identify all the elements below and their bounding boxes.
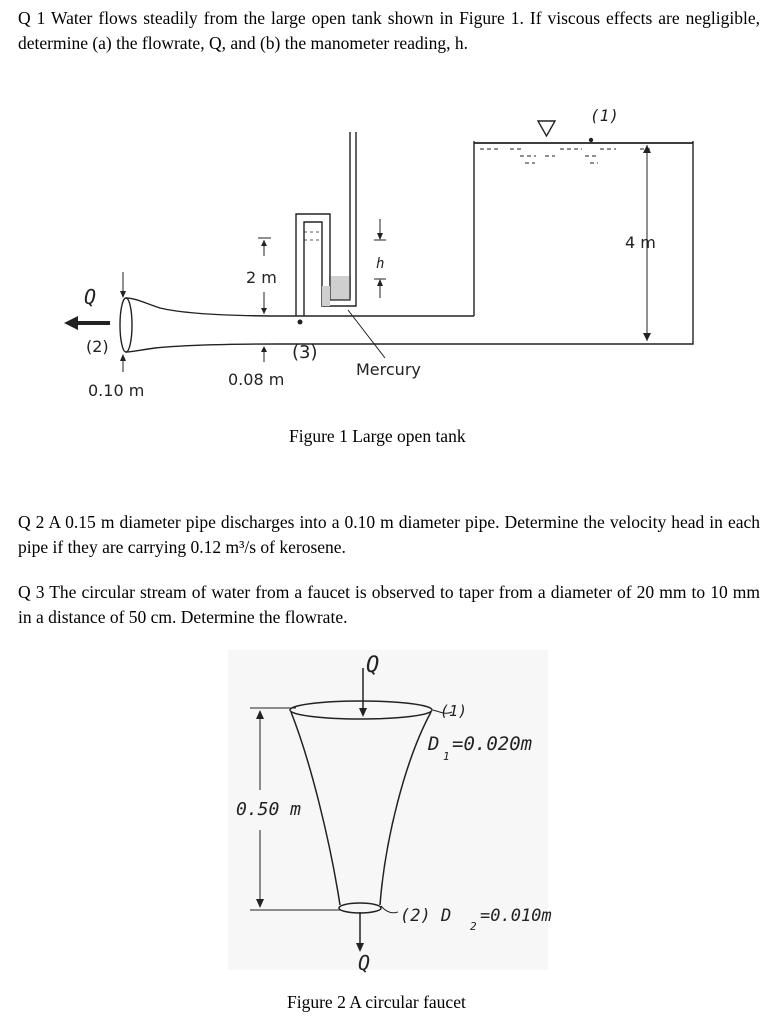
length-label: 0.50 m (236, 799, 302, 820)
question-3-text: Q 3 The circular stream of water from a faucet is observed to taper from a diameter of 20 mm to 10 mm in a distance of 50 cm. Determine the flowrate. (18, 582, 760, 627)
figure-1-caption: Figure 1 Large open tank (289, 426, 466, 446)
q-top-label: Q (366, 653, 380, 678)
point-3-label: (3) (292, 342, 318, 363)
d1-label: D (428, 733, 440, 755)
d2-subscript: 2 (470, 920, 477, 933)
q-label: Q (84, 285, 97, 309)
depth-label: 4 m (625, 233, 656, 252)
point-2-label: (2) D (400, 906, 452, 926)
h-label: h (376, 256, 385, 272)
exit-diameter-label: 0.10 m (88, 381, 145, 400)
q-bottom-label: Q (358, 951, 371, 975)
point-1-label: (1) (590, 106, 619, 125)
question-2-text: Q 2 A 0.15 m diameter pipe discharges into a 0.10 m diameter pipe. Determine the velocity head in each pipe if they are carrying 0.12 m³/s of kerosene. (18, 512, 760, 557)
mercury-label: Mercury (356, 360, 421, 379)
d1-subscript: 1 (443, 750, 450, 763)
question-1-text: Q 1 Water flows steadily from the large open tank shown in Figure 1. If viscous effects are negligible, determine (a) the flowrate, Q, and (b) the manometer reading, h. (18, 8, 760, 53)
figure-2-caption: Figure 2 A circular faucet (287, 992, 466, 1012)
point-2-label: (2) (86, 337, 109, 356)
d1-value: =0.020m (452, 733, 533, 755)
point-1-label: (1) (440, 702, 468, 720)
elevation-label: 2 m (246, 268, 277, 287)
pipe-diameter-label: 0.08 m (228, 370, 285, 389)
d2-value: =0.010m (480, 906, 552, 926)
